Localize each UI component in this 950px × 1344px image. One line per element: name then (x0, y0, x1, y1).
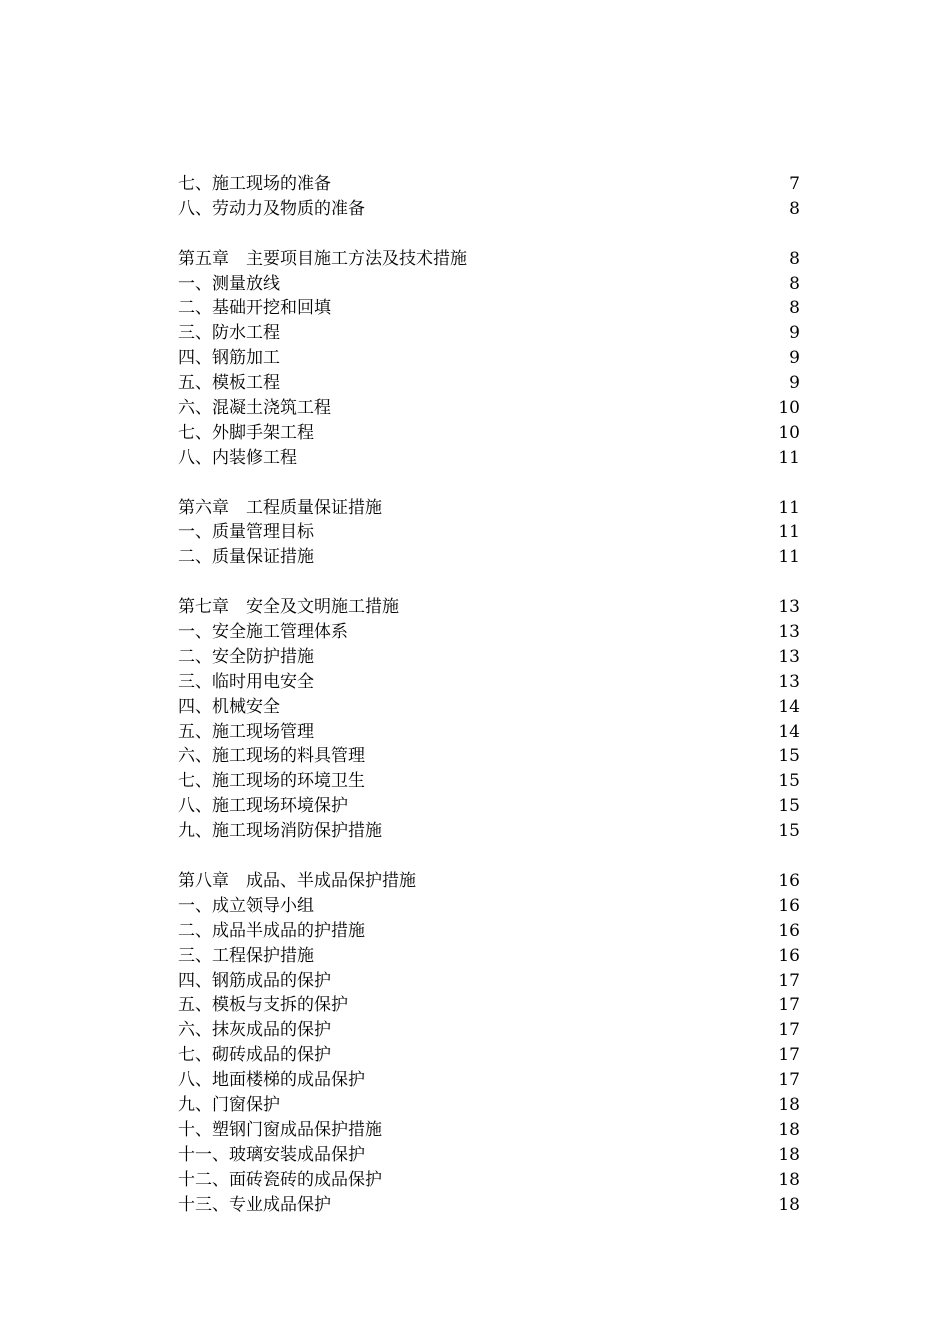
toc-entry (178, 321, 800, 346)
toc-entry-page-number: 9 (789, 373, 800, 394)
toc-entry (178, 421, 800, 446)
toc-entry-page-number: 18 (778, 1119, 800, 1140)
table-of-contents (178, 172, 800, 1242)
toc-entry-page-number: 10 (778, 422, 800, 443)
toc-entry (178, 744, 800, 769)
toc-entry-page-number: 8 (789, 273, 800, 294)
toc-entry (178, 346, 800, 371)
toc-entry (178, 1093, 800, 1118)
toc-entry-title: 九、门窗保护 (178, 1094, 280, 1115)
toc-entry-page-number: 17 (778, 970, 800, 991)
toc-entry-title: 八、地面楼梯的成品保护 (178, 1070, 365, 1091)
toc-entry-page-number: 11 (778, 447, 800, 468)
toc-entry-page-number: 16 (778, 870, 800, 891)
toc-entry (178, 446, 800, 471)
toc-entry-title: 四、钢筋加工 (178, 348, 280, 369)
toc-entry-page-number: 15 (778, 771, 800, 792)
toc-entry-title: 第八章 成品、半成品保护措施 (178, 870, 416, 891)
toc-entry-page-number: 11 (778, 522, 800, 543)
toc-entry-page-number: 18 (778, 1194, 800, 1215)
toc-entry-title: 九、施工现场消防保护措施 (178, 821, 382, 842)
toc-entry-page-number: 13 (778, 646, 800, 667)
toc-entry (178, 645, 800, 670)
toc-entry-page-number: 11 (778, 547, 800, 568)
toc-entry-page-number: 14 (778, 696, 800, 717)
toc-entry-title: 三、临时用电安全 (178, 671, 314, 692)
toc-entry-page-number: 15 (778, 821, 800, 842)
toc-entry-title: 一、成立领导小组 (178, 895, 314, 916)
toc-entry-title: 二、安全防护措施 (178, 646, 314, 667)
toc-entry-page-number: 17 (778, 1045, 800, 1066)
toc-entry (178, 1193, 800, 1218)
toc-entry (178, 1068, 800, 1093)
toc-entry-title: 十一、玻璃安装成品保护 (178, 1144, 365, 1165)
toc-entry-title: 七、施工现场的准备 (178, 174, 331, 194)
toc-entry (178, 520, 800, 545)
toc-entry-title: 五、模板与支拆的保护 (178, 995, 348, 1016)
toc-entry (178, 869, 800, 894)
toc-entry-page-number: 18 (778, 1094, 800, 1115)
toc-entry-title: 第六章 工程质量保证措施 (178, 497, 382, 518)
toc-entry (178, 894, 800, 919)
toc-entry-page-number: 8 (789, 198, 800, 219)
toc-entry (178, 247, 800, 272)
toc-entry-page-number: 11 (778, 497, 800, 518)
toc-entry (178, 1043, 800, 1068)
toc-entry-page-number: 10 (778, 398, 800, 419)
toc-entry (178, 620, 800, 645)
toc-entry-page-number: 17 (778, 995, 800, 1016)
toc-entry (178, 296, 800, 321)
toc-section (178, 496, 800, 571)
toc-entry-page-number: 8 (789, 248, 800, 269)
toc-entry (178, 197, 800, 222)
toc-entry-title: 四、钢筋成品的保护 (178, 970, 331, 991)
toc-entry-title: 一、安全施工管理体系 (178, 622, 348, 643)
toc-entry-title: 六、施工现场的料具管理 (178, 746, 365, 767)
toc-entry-page-number: 16 (778, 895, 800, 916)
toc-entry-title: 第七章 安全及文明施工措施 (178, 597, 399, 618)
toc-entry-page-number: 17 (778, 1020, 800, 1041)
toc-entry-page-number: 13 (778, 622, 800, 643)
toc-entry-page-number: 15 (778, 796, 800, 817)
toc-entry (178, 496, 800, 521)
toc-section (178, 595, 800, 844)
toc-entry-page-number: 13 (778, 671, 800, 692)
toc-entry-title: 八、劳动力及物质的准备 (178, 198, 365, 219)
toc-entry-title: 第五章 主要项目施工方法及技术措施 (178, 248, 467, 269)
toc-entry-title: 五、模板工程 (178, 373, 280, 394)
toc-entry-page-number: 14 (778, 721, 800, 742)
toc-entry (178, 1018, 800, 1043)
toc-entry-title: 一、测量放线 (178, 273, 280, 294)
toc-entry-title: 七、砌砖成品的保护 (178, 1045, 331, 1066)
toc-entry-page-number: 9 (789, 323, 800, 344)
toc-entry-title: 二、成品半成品的护措施 (178, 920, 365, 941)
toc-entry-page-number: 18 (778, 1169, 800, 1190)
toc-entry-title: 八、内装修工程 (178, 447, 297, 468)
toc-entry-title: 三、工程保护措施 (178, 945, 314, 966)
toc-entry-page-number: 16 (778, 945, 800, 966)
toc-entry-page-number: 7 (789, 174, 800, 194)
toc-entry-title: 二、质量保证措施 (178, 547, 314, 568)
toc-entry (178, 794, 800, 819)
toc-section (178, 869, 800, 1217)
toc-entry-title: 七、施工现场的环境卫生 (178, 771, 365, 792)
toc-entry (178, 272, 800, 297)
toc-entry (178, 595, 800, 620)
toc-entry (178, 1168, 800, 1193)
toc-entry-title: 三、防水工程 (178, 323, 280, 344)
toc-entry (178, 919, 800, 944)
toc-entry-title: 十二、面砖瓷砖的成品保护 (178, 1169, 382, 1190)
toc-section (178, 172, 800, 222)
toc-entry-title: 二、基础开挖和回填 (178, 298, 331, 319)
toc-entry-title: 十、塑钢门窗成品保护措施 (178, 1119, 382, 1140)
toc-entry (178, 670, 800, 695)
toc-entry-title: 四、机械安全 (178, 696, 280, 717)
toc-entry-title: 十三、专业成品保护 (178, 1194, 331, 1215)
toc-entry (178, 720, 800, 745)
toc-entry (178, 371, 800, 396)
toc-entry (178, 172, 800, 197)
toc-entry-title: 七、外脚手架工程 (178, 422, 314, 443)
toc-entry-page-number: 17 (778, 1070, 800, 1091)
toc-entry (178, 1143, 800, 1168)
toc-section (178, 247, 800, 471)
toc-entry (178, 969, 800, 994)
toc-entry (178, 396, 800, 421)
toc-entry-page-number: 18 (778, 1144, 800, 1165)
toc-entry (178, 993, 800, 1018)
toc-entry (178, 819, 800, 844)
toc-entry-title: 一、质量管理目标 (178, 522, 314, 543)
toc-entry-page-number: 13 (778, 597, 800, 618)
toc-entry-title: 六、抹灰成品的保护 (178, 1020, 331, 1041)
toc-entry-page-number: 9 (789, 348, 800, 369)
toc-entry-title: 八、施工现场环境保护 (178, 796, 348, 817)
toc-entry-page-number: 15 (778, 746, 800, 767)
toc-entry (178, 944, 800, 969)
toc-entry (178, 545, 800, 570)
toc-entry-page-number: 8 (789, 298, 800, 319)
toc-entry-title: 六、混凝土浇筑工程 (178, 398, 331, 419)
toc-entry-title: 五、施工现场管理 (178, 721, 314, 742)
toc-entry-page-number: 16 (778, 920, 800, 941)
toc-entry (178, 695, 800, 720)
toc-entry (178, 769, 800, 794)
toc-entry (178, 1118, 800, 1143)
